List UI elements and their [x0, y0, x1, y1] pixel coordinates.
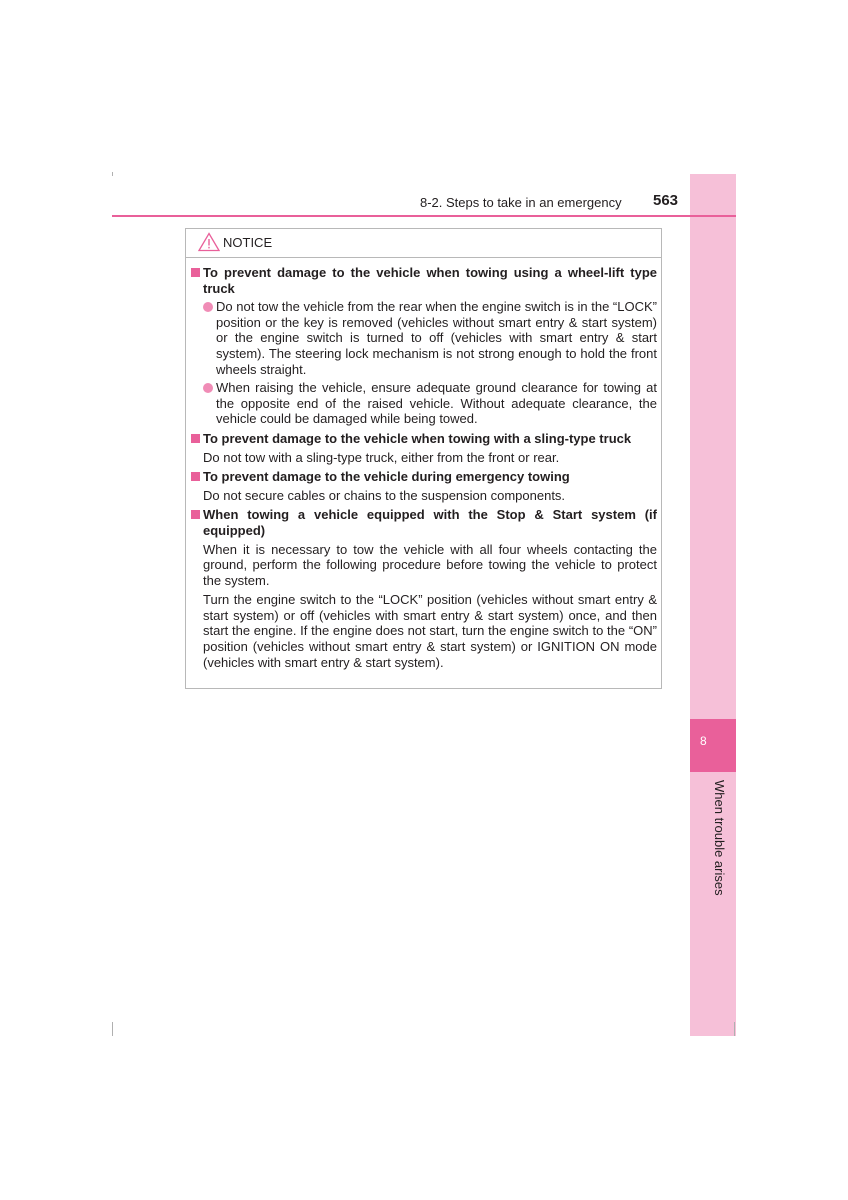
- section-text: Do not secure cables or chains to the suspension components.: [203, 487, 566, 503]
- square-bullet-icon: [191, 472, 200, 481]
- list-item: When raising the vehicle, ensure adequate ground clearance for towing at the opposite end of the raised vehicle. Without adequate clearance, the vehicle could be damaged while being towed.: [202, 380, 657, 427]
- circle-bullet-icon: [203, 302, 213, 312]
- section-text: Do not tow with a sling-type truck, either from the front or rear.: [203, 449, 560, 465]
- crop-mark-top-left: [112, 172, 113, 176]
- notice-title: NOTICE: [223, 235, 273, 250]
- crop-mark-bottom-left: [112, 1022, 113, 1036]
- notice-body: [186, 258, 661, 670]
- header-rule: [112, 215, 736, 217]
- notice-section-emergency-towing: [190, 469, 657, 503]
- section-paragraph: Turn the engine switch to the “LOCK” position (vehicles without smart entry & start system) or off (vehicles with smart entry & start system) once, and then start the engine. If the engine does not start, turn the engine switch to the “ON” position (vehicles without smart entry & start system) or IGNITION ON mode (vehicles with smart entry & start system).: [203, 592, 657, 670]
- section-heading: When towing a vehicle equipped with the Stop & Start system (if equipped): [190, 507, 657, 538]
- square-bullet-icon: [191, 268, 200, 277]
- section-paragraph: When it is necessary to tow the vehicle with all four wheels contacting the ground, perform the following procedure before towing the vehicle to protect the system.: [203, 541, 657, 588]
- chapter-title-label: When trouble arises: [712, 780, 727, 896]
- notice-section-wheel-lift: [190, 265, 657, 427]
- notice-box: [185, 228, 662, 689]
- notice-section-stop-start: [190, 507, 657, 670]
- chapter-number-tab: 8: [690, 719, 736, 772]
- warning-triangle-icon: [198, 232, 220, 252]
- crop-mark-bottom-right: [734, 1022, 735, 1036]
- notice-header: [186, 229, 661, 258]
- page-number: 563: [653, 192, 679, 209]
- chapter-side-tab: [690, 174, 736, 1036]
- notice-section-sling-type: [190, 431, 657, 465]
- square-bullet-icon: [191, 434, 200, 443]
- list-item: Do not tow the vehicle from the rear when the engine switch is in the “LOCK” position or the key is removed (vehicles without smart entry & start system) or the engine switch is turned to off (vehicles with smart entry & start system). The steering lock mechanism is not strong enough to hold the front wheels straight.: [202, 299, 657, 377]
- circle-bullet-icon: [203, 383, 213, 393]
- header-section-title: 8-2. Steps to take in an emergency: [420, 195, 622, 210]
- section-heading: To prevent damage to the vehicle when towing with a sling-type truck: [190, 431, 657, 447]
- section-heading: To prevent damage to the vehicle during emergency towing: [190, 469, 657, 485]
- square-bullet-icon: [191, 510, 200, 519]
- section-heading: To prevent damage to the vehicle when towing using a wheel-lift type truck: [190, 265, 657, 296]
